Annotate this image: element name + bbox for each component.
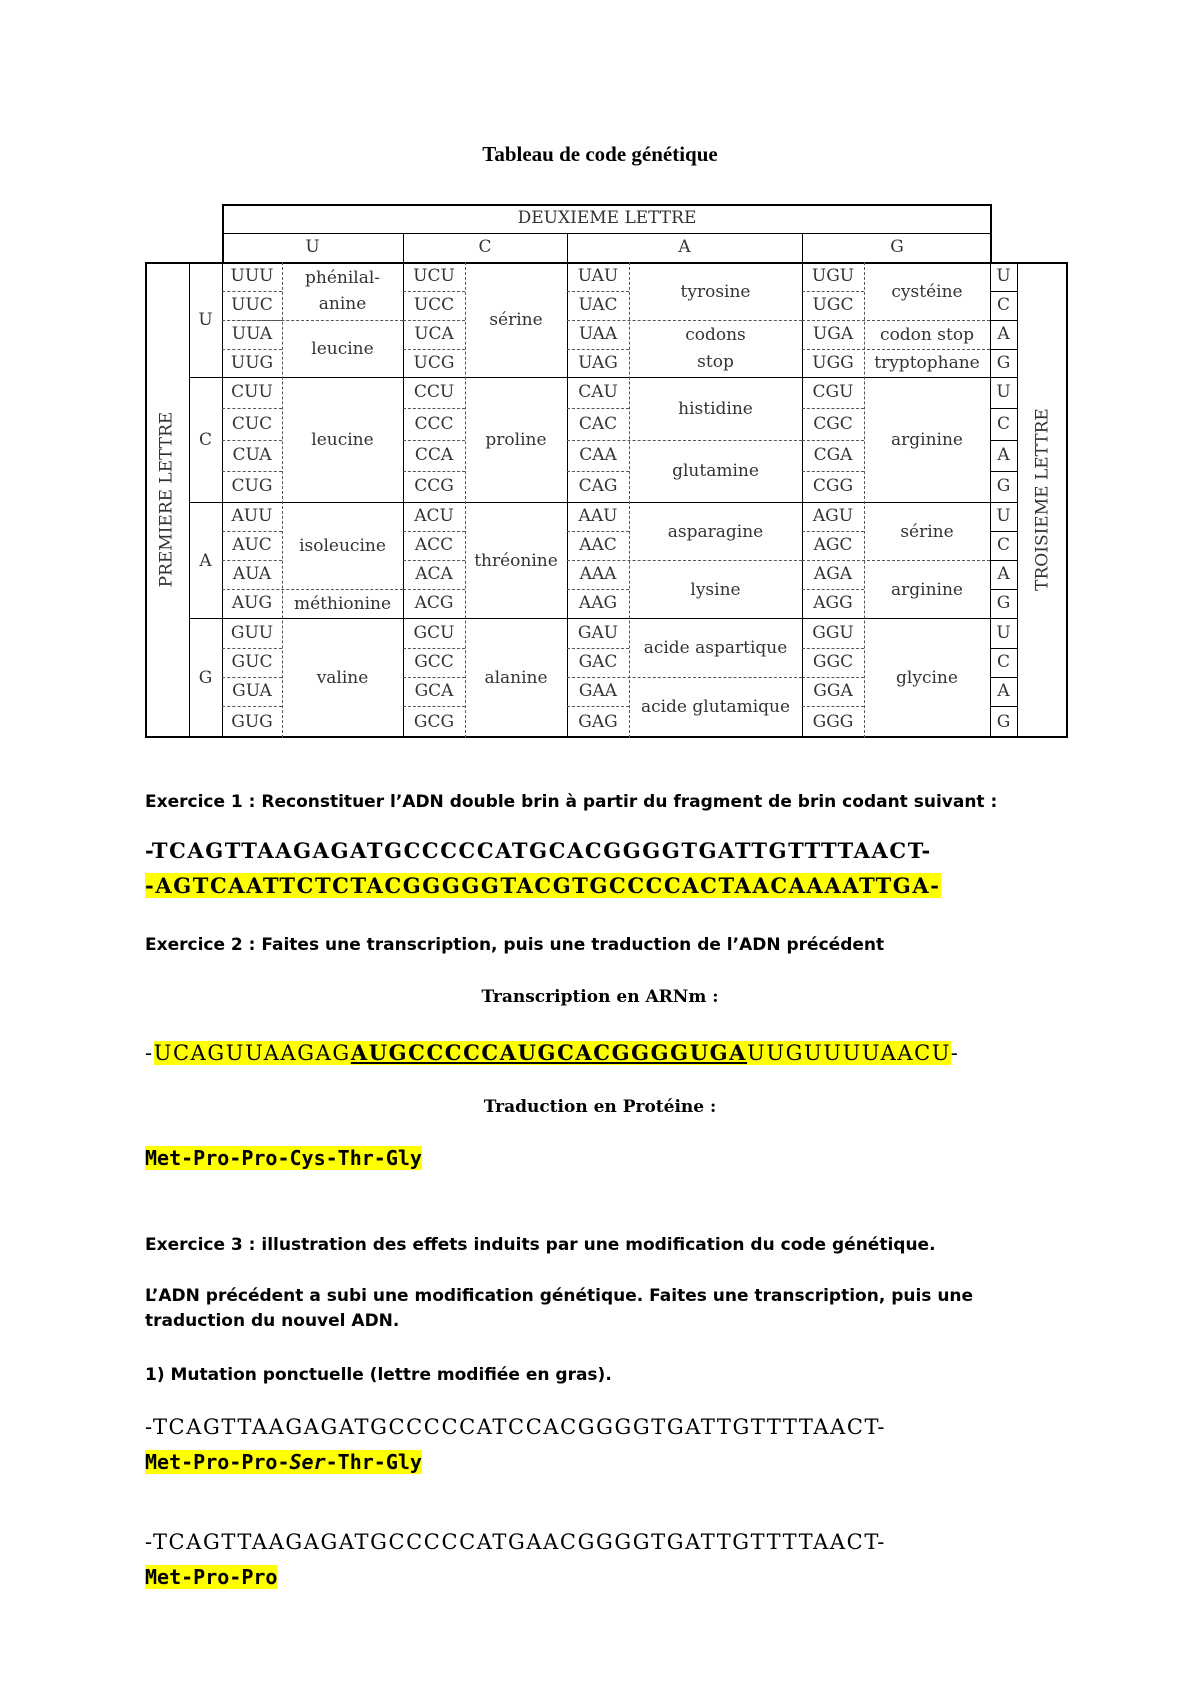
codon-cell: ACU — [414, 506, 454, 526]
codon-cell: CUC — [231, 413, 273, 434]
codon-cell: CGU — [812, 382, 854, 402]
codon-cell: UAU — [577, 266, 619, 286]
aa-met: méthionine — [293, 594, 392, 614]
codon-cell: GCG — [413, 711, 455, 732]
aa-stop-line2: stop — [697, 352, 734, 372]
codon-cell: GCA — [414, 681, 454, 701]
codon-cell: AGC — [813, 535, 853, 555]
third-letter-cell: C — [996, 413, 1010, 434]
codon-cell: GGU — [812, 622, 854, 643]
aa-val: valine — [316, 668, 369, 688]
aa-gly: glycine — [896, 668, 958, 688]
aa-stop-line1: codons — [685, 325, 746, 345]
third-letter-cell: A — [997, 445, 1010, 465]
codon-cell: AGG — [813, 593, 853, 613]
aa-his: histidine — [678, 399, 753, 419]
mutation-1-dna: -TCAGTTAAGAGATGCCCCCATCCACGGGGTGATTGTTTTAACT- — [145, 1415, 887, 1439]
codon-cell: ACG — [414, 593, 454, 613]
second-letter-c: C — [478, 237, 492, 257]
codon-cell: GAU — [577, 622, 619, 643]
codon-cell: UCG — [413, 352, 455, 373]
codon-cell: UGU — [811, 266, 855, 286]
codon-cell: GUA — [232, 681, 272, 701]
codon-cell: GUG — [231, 711, 273, 732]
codon-cell: UUU — [230, 266, 274, 286]
codon-cell: GGC — [812, 652, 854, 672]
codon-cell: UGG — [812, 352, 854, 373]
third-letter-cell: U — [996, 266, 1011, 286]
mutation-2-dna: -TCAGTTAAGAGATGCCCCCATGAACGGGGTGATTGTTTTAACT- — [145, 1530, 886, 1554]
exercise-1-label: Exercice 1 : Reconstituer l’ADN double brin à partir du fragment de brin codant suivant : — [145, 792, 998, 812]
aa-asp: acide aspartique — [643, 638, 788, 658]
codon-cell: GUC — [231, 652, 273, 672]
aa-cys: cystéine — [891, 282, 963, 302]
codon-cell: CGG — [812, 476, 854, 496]
mutation-1-protein: Met-Pro-Pro-Ser-Thr-Gly — [145, 1450, 422, 1474]
codon-cell: UGC — [812, 295, 854, 315]
third-letter-cell: G — [996, 476, 1011, 496]
codon-cell: UAG — [578, 352, 618, 373]
ex2-protein: Met-Pro-Pro-Cys-Thr-Gly — [145, 1146, 422, 1170]
aa-glu: acide glutamique — [640, 697, 791, 717]
codon-cell: CAG — [578, 476, 618, 496]
codon-cell: AUG — [231, 593, 273, 613]
codon-cell: GCC — [414, 652, 454, 672]
codon-cell: GAC — [578, 652, 618, 672]
aa-ile: isoleucine — [299, 536, 386, 556]
third-letter-cell: U — [996, 506, 1011, 526]
codon-cell: CAU — [578, 382, 618, 402]
codon-cell: CCG — [414, 476, 454, 496]
second-letter-g: G — [890, 237, 904, 257]
exercise-3-label: Exercice 3 : illustration des effets induits par une modification du code génétique. — [145, 1235, 936, 1255]
codon-cell: AGA — [813, 564, 853, 584]
mrna-part3: UUGUUUUAACU — [747, 1041, 951, 1065]
codon-cell: AGU — [812, 506, 854, 526]
mutation-1-label: 1) Mutation ponctuelle (lettre modifiée en gras). — [145, 1365, 612, 1385]
exercise-2-label: Exercice 2 : Faites une transcription, puis une traduction de l’ADN précédent — [145, 935, 885, 955]
third-letter-cell: G — [996, 711, 1011, 732]
aa-thr: thréonine — [474, 551, 558, 571]
codon-cell: AUU — [231, 506, 273, 526]
ex1-complementary-strand: -AGTCAATTCTCTACGGGGGTACGTGCCCCACTAACAAAATTGA- — [145, 873, 941, 898]
aa-gln: glutamine — [672, 461, 759, 481]
first-letter-u: U — [198, 310, 213, 330]
third-letter-cell: A — [997, 564, 1010, 584]
third-letter-cell: C — [996, 535, 1010, 555]
aa-ser-u: sérine — [489, 310, 543, 330]
first-letter-header: PREMIERE LETTRE — [156, 411, 177, 588]
codon-cell: GAA — [578, 681, 618, 701]
codon-cell: UCA — [414, 324, 454, 344]
aa-arg-a: arginine — [891, 580, 963, 600]
mrna-sequence: -UCAGUUAAGAGAUGCCCCCAUGCACGGGGUGAUUGUUUUAACU- — [145, 1040, 960, 1065]
exercise-3-intro: L’ADN précédent a subi une modification génétique. Faites une transcription, puis une traduction du nouvel ADN. — [145, 1286, 974, 1331]
codon-cell: GAG — [578, 711, 618, 732]
codon-cell: GUU — [230, 622, 274, 643]
codon-cell: AUC — [232, 535, 272, 555]
mutation-2-protein: Met-Pro-Pro — [145, 1565, 278, 1589]
third-letter-cell: C — [996, 295, 1010, 315]
aa-tyr: tyrosine — [680, 282, 751, 302]
codon-cell: CCA — [414, 445, 454, 465]
transcription-label: Transcription en ARNm : — [481, 987, 719, 1007]
aa-ser-a: sérine — [900, 522, 954, 542]
aa-lys: lysine — [690, 580, 741, 600]
aa-leu-c: leucine — [311, 430, 374, 450]
third-letter-cell: C — [996, 652, 1010, 672]
aa-phe-line2: anine — [318, 294, 367, 314]
third-letter-cell: A — [997, 681, 1010, 701]
translation-label: Traduction en Protéine : — [483, 1097, 717, 1117]
codon-cell: UGA — [812, 324, 854, 344]
codon-cell: CUU — [231, 382, 273, 402]
codon-cell: CAC — [578, 413, 618, 434]
codon-cell: ACC — [414, 535, 454, 555]
aa-pro: proline — [485, 430, 547, 450]
mrna-orf: AUGCCCCCAUGCACGGGGUGA — [350, 1040, 748, 1065]
third-letter-cell: A — [997, 324, 1010, 344]
aa-ala: alanine — [484, 668, 548, 688]
second-letter-header: DEUXIEME LETTRE — [517, 208, 697, 228]
codon-cell: AAU — [578, 506, 618, 526]
codon-cell: GGG — [812, 711, 854, 732]
genetic-code-table — [0, 0, 1200, 760]
codon-cell: AAG — [578, 593, 618, 613]
second-letter-u: U — [305, 237, 320, 257]
codon-cell: ACA — [415, 564, 453, 584]
first-letter-c: C — [198, 430, 212, 450]
third-letter-cell: G — [996, 593, 1011, 613]
aa-asn: asparagine — [667, 522, 764, 542]
codon-cell: UCU — [413, 266, 455, 286]
codon-cell: CGA — [813, 445, 853, 465]
third-letter-header: TROISIEME LETTRE — [1032, 408, 1053, 591]
page-title: Tableau de code génétique — [482, 142, 718, 166]
third-letter-cell: U — [996, 622, 1011, 643]
codon-cell: AUA — [232, 564, 272, 584]
aa-codon-stop: codon stop — [880, 325, 974, 345]
codon-cell: GCU — [413, 622, 455, 643]
codon-cell: UUA — [231, 324, 273, 344]
third-letter-cell: U — [996, 382, 1011, 402]
codon-cell: UAA — [578, 324, 618, 344]
aa-arg-c: arginine — [891, 430, 963, 450]
ex1-coding-strand: -TCAGTTAAGAGATGCCCCCATGCACGGGGTGATTGTTTTAACT- — [145, 838, 932, 863]
codon-cell: AAA — [579, 564, 617, 584]
first-letter-g: G — [198, 668, 213, 688]
codon-cell: CAA — [579, 445, 617, 465]
third-letter-cell: G — [996, 352, 1011, 373]
codon-cell: AAC — [579, 535, 617, 555]
codon-cell: UUC — [231, 295, 273, 315]
codon-cell: CGC — [813, 413, 853, 434]
codon-cell: UAC — [578, 295, 618, 315]
codon-cell: CCU — [413, 382, 455, 402]
aa-phe-line1: phénilal- — [304, 268, 381, 288]
aa-trp: tryptophane — [874, 353, 980, 373]
codon-cell: UCC — [413, 295, 455, 315]
codon-cell: CUG — [231, 476, 273, 496]
second-letter-a: A — [678, 237, 691, 257]
codon-cell: CUA — [232, 445, 272, 465]
aa-leu-u: leucine — [311, 339, 374, 359]
codon-cell: GGA — [813, 681, 853, 701]
codon-cell: CCC — [414, 413, 454, 434]
first-letter-a: A — [199, 551, 212, 571]
codon-cell: UUG — [230, 352, 274, 373]
mrna-part1: UCAGUUAAGAG — [153, 1041, 351, 1065]
